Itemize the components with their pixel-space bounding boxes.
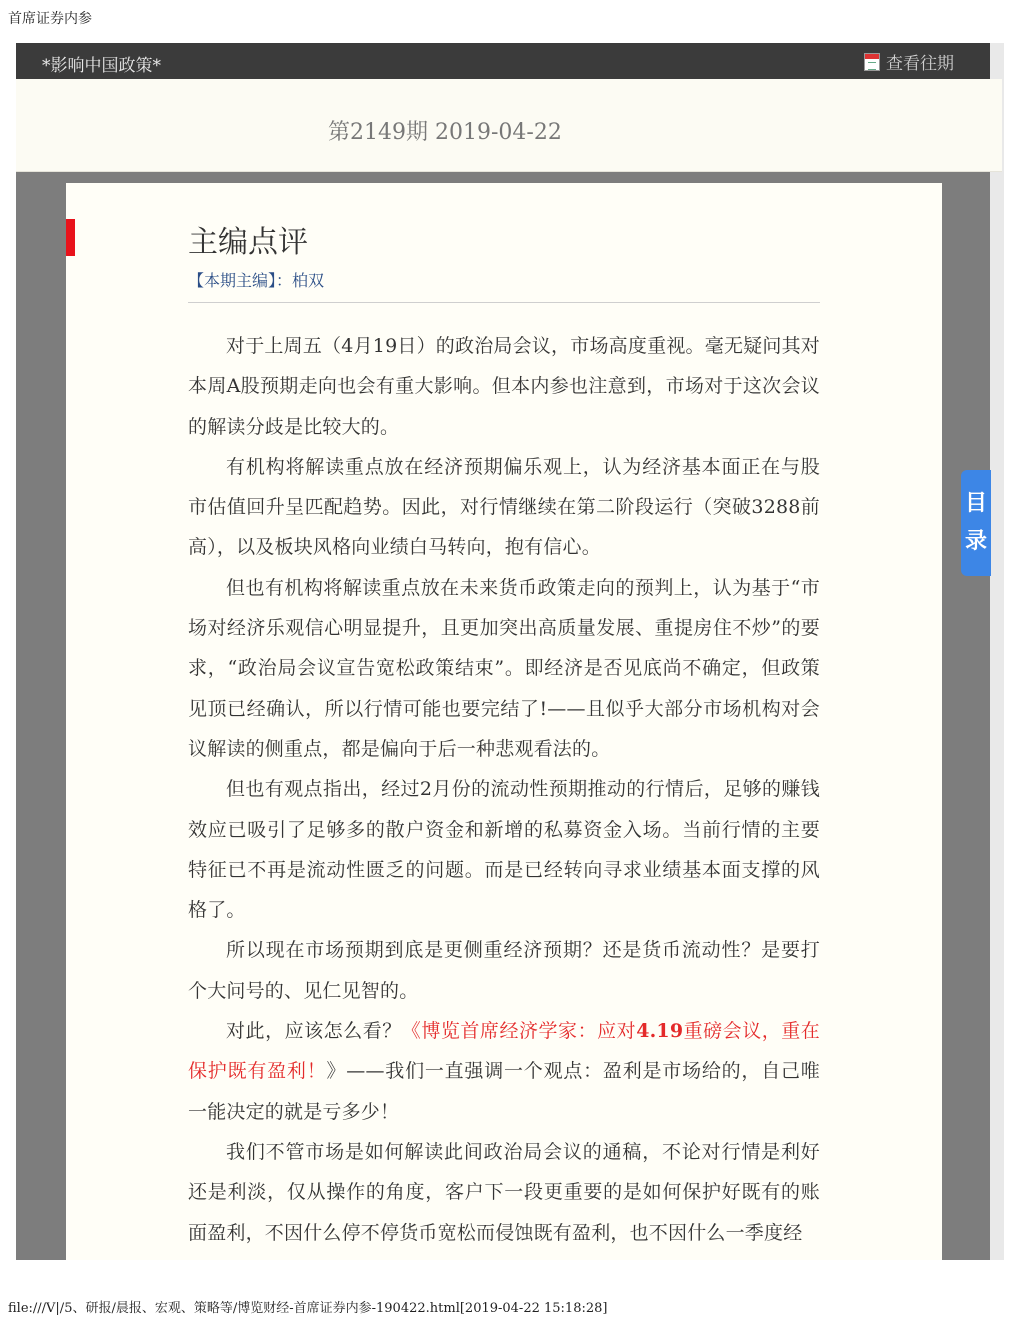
history-label: 查看往期 xyxy=(886,54,954,74)
page-header: 首席证券内参 xyxy=(8,11,92,27)
divider xyxy=(188,302,820,303)
toc-char: 目 xyxy=(964,491,987,516)
right-scroll-edge xyxy=(990,43,1004,1260)
article-link-part: 重磅会议，重在保护既有盈利！ xyxy=(188,1020,820,1083)
section-marker xyxy=(66,219,75,256)
toc-tab[interactable] xyxy=(961,470,991,576)
paragraph-suffix: 》——我们一直强调一个观点：盈利是市场给的，自己唯一能决定的就是亏多少！ xyxy=(188,1060,820,1123)
paragraph: 有机构将解读重点放在经济预期偏乐观上，认为经济基本面正在与股市估值回升呈匹配趋势。因此，对行情继续在第二阶段运行（突破3288前高），以及板块风格向业绩白马转向，抱有信心。 xyxy=(188,455,820,559)
article-body xyxy=(188,326,820,1253)
article-link-bold: 4.19 xyxy=(636,1020,684,1043)
article-link-part: 《博览首席经济学家：应对 xyxy=(401,1020,637,1043)
issue-band xyxy=(16,79,1002,172)
paragraph xyxy=(188,1011,820,1132)
editor-name: 柏双 xyxy=(292,271,325,290)
paragraph: 对于上周五（4月19日）的政治局会议，市场高度重视。毫无疑问其对本周A股预期走向也会有重大影响。但本内参也注意到，市场对于这次会议的解读分歧是比较大的。 xyxy=(188,335,820,438)
paragraph: 但也有机构将解读重点放在未来货币政策走向的预判上，认为基于“市场对经济乐观信心明显提升，且更加突出高质量发展、重提房住不炒”的要求，“政治局会议宣告宽松政策结束”。即经济是否见底尚不确定，但政策见顶已经确认，所以行情可能也要完结了!——且似乎大部分市场机构对会议解读的侧重点，都是偏向于后一种悲观看法的。 xyxy=(188,576,820,760)
editor-label: 【本期主编】： xyxy=(188,271,293,290)
toc-char: 录 xyxy=(964,529,987,554)
page-footer: file:///V|/5、研报/晨报、宏观、策略等/博览财经-首席证券内参-190422.html[2019-04-22 15:18:28] xyxy=(8,1301,608,1316)
article-paper xyxy=(66,183,942,1260)
slogan: *影响中国政策* xyxy=(42,56,161,76)
editor-line xyxy=(188,268,324,291)
top-bar xyxy=(16,43,990,79)
paragraph: 我们不管市场是如何解读此间政治局会议的通稿，不论对行情是利好还是利淡，仅从操作的角度，客户下一段更重要的是如何保护好既有的账面盈利，不因什么停不停货币宽松而侵蚀既有盈利，也不因什么一季度经 xyxy=(188,1140,820,1244)
section-title: 主编点评 xyxy=(188,225,308,260)
paragraph: 所以现在市场预期到底是更侧重经济预期？还是货币流动性？是要打个大问号的、见仁见智的。 xyxy=(188,939,820,1002)
issue-title: 第2149期 2019-04-22 xyxy=(328,120,562,145)
calendar-icon xyxy=(864,53,880,71)
history-link[interactable] xyxy=(864,49,954,74)
paragraph-prefix: 对此，应该怎么看？ xyxy=(226,1020,402,1043)
paragraph: 但也有观点指出，经过2月份的流动性预期推动的行情后，足够的赚钱效应已吸引了足够多的散户资金和新增的私募资金入场。当前行情的主要特征已不再是流动性匮乏的问题。而是已经转向寻求业绩基本面支撑的风格了。 xyxy=(188,778,820,922)
